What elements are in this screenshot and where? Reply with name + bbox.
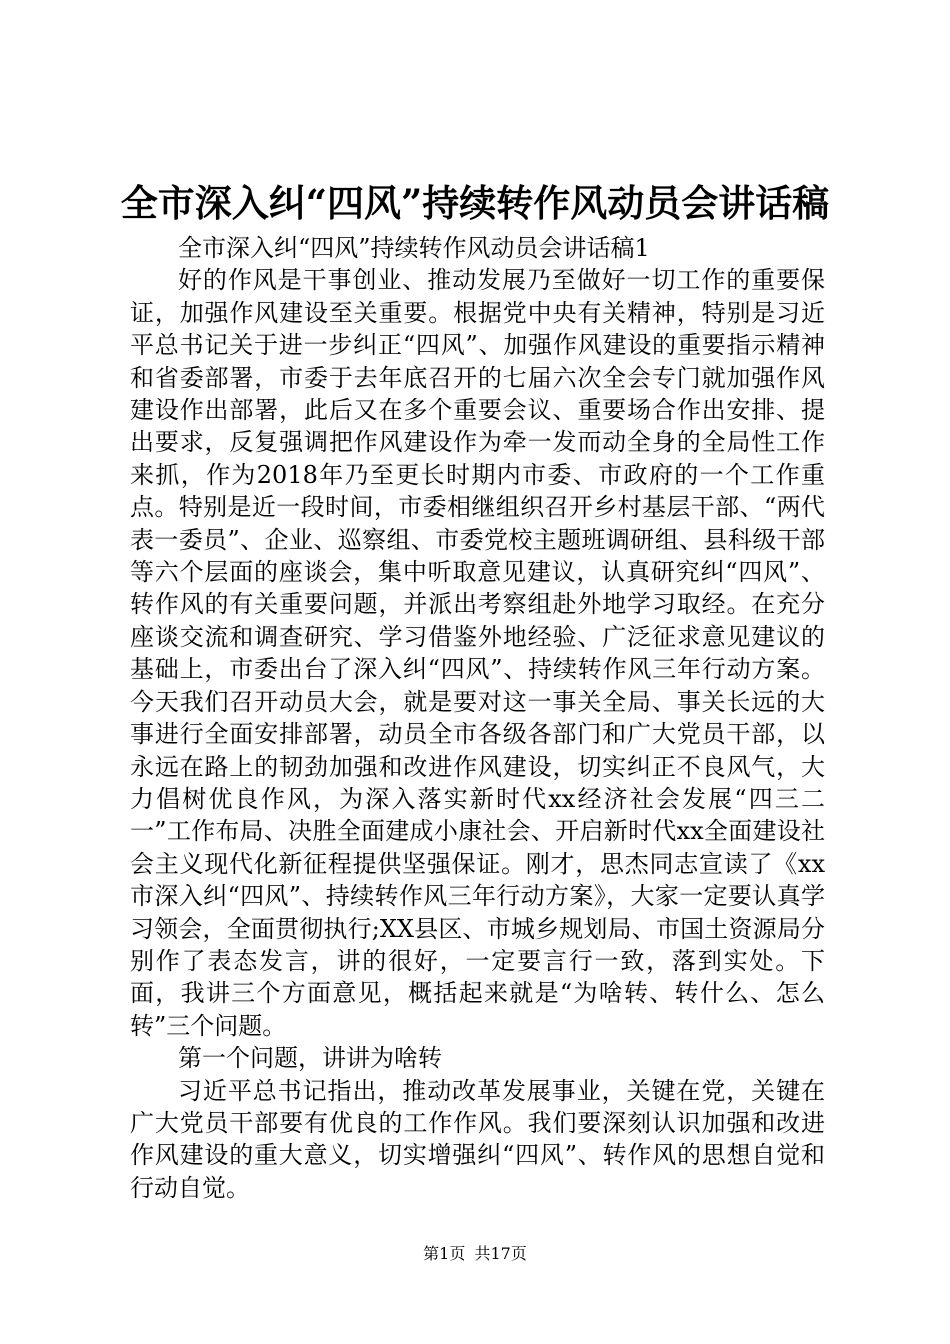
page-total: 共17页: [474, 1244, 527, 1263]
document-title: 全市深入纠“四风”持续转作风动员会讲话稿: [120, 181, 830, 225]
paragraph-intro: 好的作风是干事创业、推动发展乃至做好一切工作的重要保证，加强作风建设至关重要。根据党中央有关精神，特别是习近平总书记关于进一步纠正“四风”、加强作风建设的重要指示精神和省委部署，市委于去年底召开的七届六次全会专门就加强作风建设作出部署，此后又在多个重要会议、重要场合作出安排、提出要求，反复强调把作风建设作为牵一发而动全身的全局性工作来抓，作为2018年乃至更长时期内市委、市政府的一个工作重点。特别是近一段时间，市委相继组织召开乡村基层干部、“两代表一委员”、企业、巡察组、市委党校主题班调研组、县科级干部等六个层面的座谈会，集中听取意见建议，认真研究纠“四风”、转作风的有关重要问题，并派出考察组赴外地学习取经。在充分座谈交流和调查研究、学习借鉴外地经验、广泛征求意见建议的基础上，市委出台了深入纠“四风”、持续转作风三年行动方案。今天我们召开动员大会，就是要对这一事关全局、事关长远的大事进行全面安排部署，动员全市各级各部门和广大党员干部，以永远在路上的韧劲加强和改进作风建设，切实纠正不良风气，大力倡树优良作风，为深入落实新时代xx经济社会发展“四三二一”工作布局、决胜全面建成小康社会、开启新时代xx全面建设社会主义现代化新征程提供坚强保证。刚才，思杰同志宣读了《xx市深入纠“四风”、持续转作风三年行动方案》，大家一定要认真学习领会，全面贯彻执行;XX县区、市城乡规划局、市国土资源局分别作了表态发言，讲的很好，一定要言行一致，落到实处。下面，我讲三个方面意见，概括起来就是“为啥转、转什么、怎么转”三个问题。: [130, 266, 825, 1040]
paragraph-section-body: 习近平总书记指出，推动改革发展事业，关键在党，关键在广大党员干部要有优良的工作作风。我们要深刻认识加强和改进作风建设的重大意义，切实增强纠“四风”、转作风的思想自觉和行动自觉。: [130, 1076, 825, 1202]
paragraph-subtitle: 全市深入纠“四风”持续转作风动员会讲话稿1: [178, 234, 650, 262]
page-footer: [0, 1243, 950, 1265]
page-number: 第1页: [423, 1244, 466, 1263]
document-body: [130, 232, 825, 1204]
paragraph-section-heading: 第一个问题，讲讲为啥转: [178, 1044, 442, 1073]
